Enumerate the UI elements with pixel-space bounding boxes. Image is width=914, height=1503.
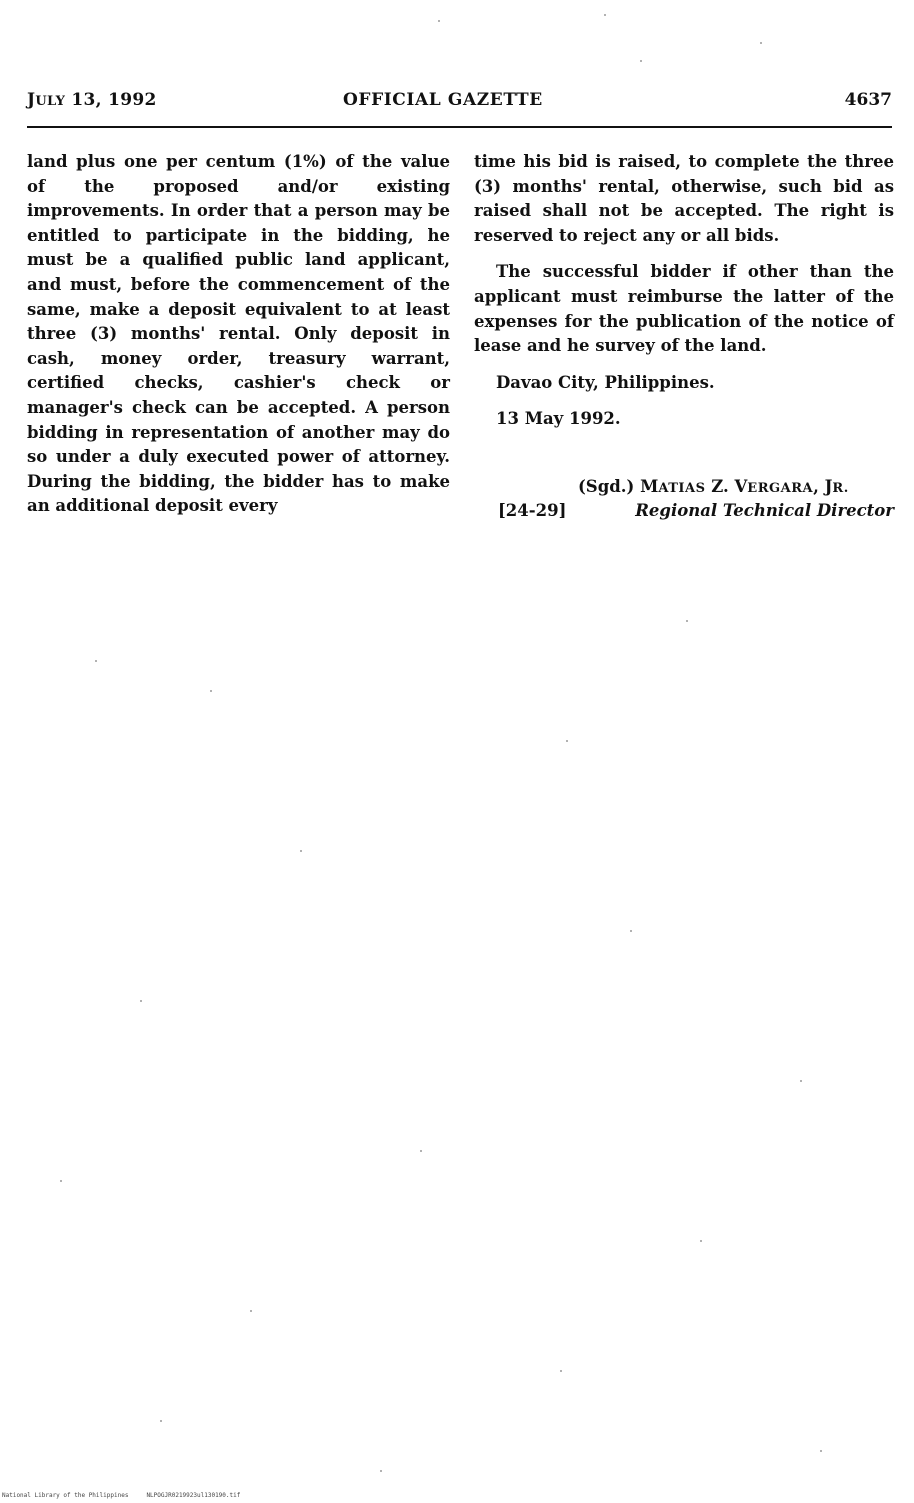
place-line: Davao City, Philippines. bbox=[496, 372, 715, 392]
signed-prefix: (Sgd.) bbox=[578, 477, 635, 496]
date-line: 13 May 1992. bbox=[496, 409, 621, 429]
publication-title: OFFICIAL GAZETTE bbox=[343, 90, 543, 110]
signatory-name: MATIAS Z. VERGARA, JR. bbox=[640, 477, 849, 496]
page-header bbox=[27, 90, 892, 114]
right-column-paragraph-2: The successful bidder if other than the applicant must reimburse the latter of the expenses for the publication of the notice of lease and he survey of the land. bbox=[474, 262, 894, 356]
issue-reference: [24-29] bbox=[498, 501, 567, 520]
right-column-paragraph-1: time his bid is raised, to complete the three (3) months' rental, otherwise, such bid as raised shall not be accepted. The right is reserved to reject any or all bids. bbox=[474, 152, 894, 245]
right-column bbox=[474, 150, 894, 432]
left-column bbox=[27, 150, 450, 519]
scan-file-id: NLPOGJR0219923ul130190.tif bbox=[146, 1492, 241, 1499]
signatory-title: Regional Technical Director bbox=[635, 501, 894, 520]
scan-footer bbox=[2, 1492, 240, 1499]
left-column-paragraph: land plus one per centum (1%) of the value of the proposed and/or existing improvements. In order that a person may be entitled to participate in the bidding, he must be a qualified public land applicant, and must, before the commencement of the same, make a deposit equivalent to at least three (3) months' rental. Only deposit in cash, money order, treasury warrant, certified checks, cashier's check or manager's check can be accepted. A person bidding in representation of another may do so under a duly executed power of attorney. During the bidding, the bidder has to make an additional deposit every bbox=[27, 152, 450, 516]
library-credit: National Library of the Philippines bbox=[2, 1492, 129, 1499]
signature-line bbox=[578, 477, 849, 496]
issue-date: JULY 13, 1992 bbox=[27, 90, 157, 110]
page-number: 4637 bbox=[844, 90, 892, 110]
header-rule bbox=[27, 126, 892, 128]
